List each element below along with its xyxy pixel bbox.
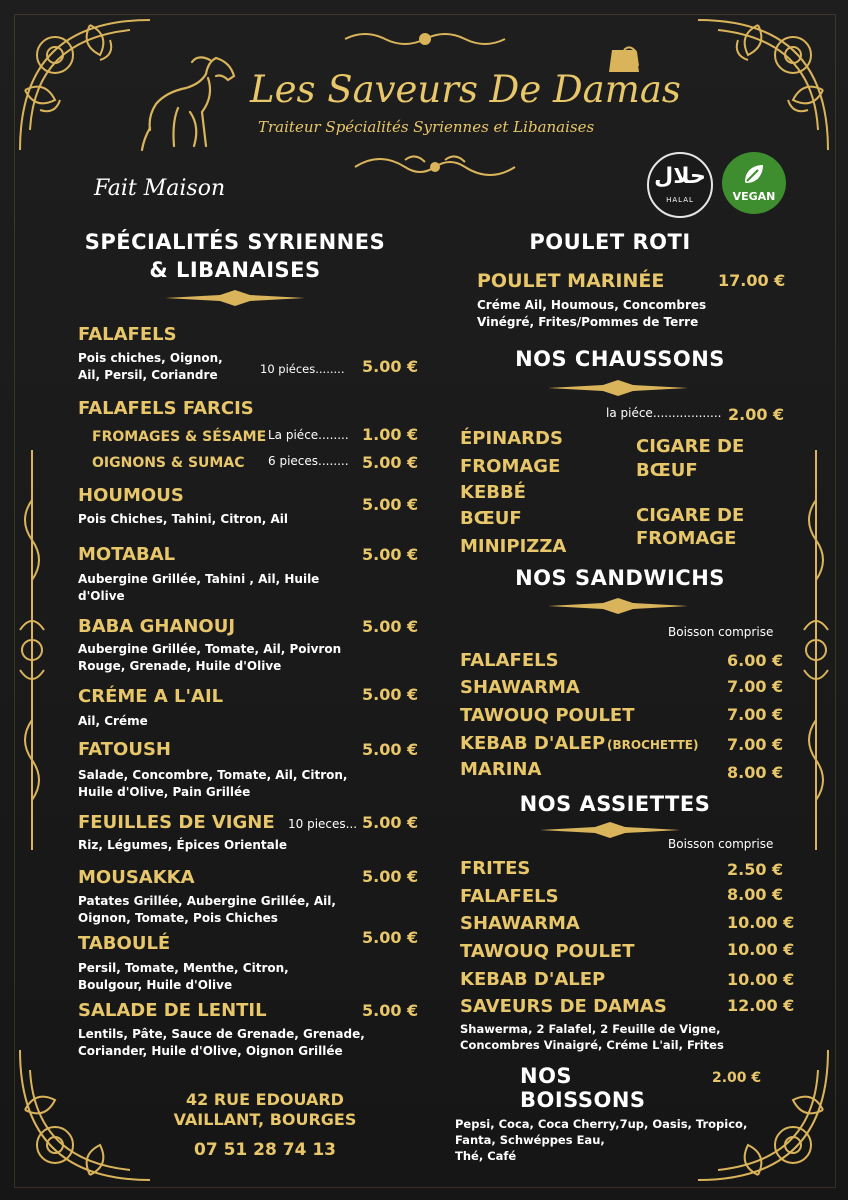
leaf-icon xyxy=(742,162,766,186)
boissons-list-2: Fanta, Schwéppes Eau, xyxy=(455,1133,605,1147)
corner-ornament-top-right xyxy=(688,10,838,160)
item-baba-ghanouj-desc-2: Rouge, Grenade, Huile d'Olive xyxy=(78,659,282,673)
chausson-cigare-boeuf-line2: BŒUF xyxy=(636,460,698,481)
assiette-saveurs-name: SAVEURS DE DAMAS xyxy=(460,996,667,1017)
assiette-kebab-name: KEBAB D'ALEP xyxy=(460,969,606,990)
assiettes-divider xyxy=(540,822,680,838)
halal-arabic-text: حلال xyxy=(654,164,706,189)
sub-fromages-sesame-price: 1.00 € xyxy=(362,425,419,444)
boissons-list-1: Pepsi, Coca, Coca Cherry,7up, Oasis, Tropico, xyxy=(455,1117,748,1131)
item-baba-ghanouj-price: 5.00 € xyxy=(362,617,419,636)
chausson-minipizza: MINIPIZZA xyxy=(460,536,567,557)
top-flourish xyxy=(340,28,510,50)
chaussons-price: 2.00 € xyxy=(728,405,785,424)
chaussons-title: NOS CHAUSSONS xyxy=(515,347,725,371)
item-creme-ail-desc: Ail, Créme xyxy=(78,714,148,728)
sub-fromages-sesame-qty: La piéce........ xyxy=(268,428,349,442)
item-salade-lentil-desc-1: Lentils, Pâte, Sauce de Grenade, Grenade, xyxy=(78,1027,365,1041)
chausson-cigare-fromage-line2: FROMAGE xyxy=(636,528,737,549)
assiette-shawarma-name: SHAWARMA xyxy=(460,913,580,934)
vegan-label: VEGAN xyxy=(732,190,776,203)
item-poulet-marinee-desc-2: Vinégré, Frites/Pommes de Terre xyxy=(477,315,699,329)
horse-logo-icon xyxy=(138,48,248,160)
assiette-kebab-price: 10.00 € xyxy=(727,970,795,989)
chausson-epinards: ÉPINARDS xyxy=(460,428,563,449)
item-houmous-price: 5.00 € xyxy=(362,495,419,514)
address-line-2: VAILLANT, BOURGES xyxy=(173,1110,357,1129)
item-poulet-marinee-desc-1: Créme Ail, Houmous, Concombres xyxy=(477,298,707,312)
item-feuilles-vigne-qty: 10 pieces... xyxy=(288,817,358,831)
chaussons-divider xyxy=(548,380,688,396)
sub-fromages-sesame-name: FROMAGES & SÉSAME xyxy=(92,429,267,445)
assiette-tawouq-price: 10.00 € xyxy=(727,940,795,959)
left-section-title-line1: SPÉCIALITÉS SYRIENNES xyxy=(84,230,386,254)
item-mousakka-name: MOUSAKKA xyxy=(78,867,195,888)
sandwich-kebab-extra: (BROCHETTE) xyxy=(607,738,699,752)
item-falafels-qty: 10 piéces........ xyxy=(260,362,345,376)
assiette-frites-name: FRITES xyxy=(460,858,531,879)
item-poulet-marinee-price: 17.00 € xyxy=(718,271,786,290)
assiette-frites-price: 2.50 € xyxy=(727,860,784,879)
chausson-kebbe: KEBBÉ xyxy=(460,482,526,503)
item-mousakka-desc-2: Oignon, Tomate, Pois Chiches xyxy=(78,911,278,925)
assiette-saveurs-price: 12.00 € xyxy=(727,996,795,1015)
brand-title: Les Saveurs De Damas xyxy=(250,68,681,111)
corner-ornament-bottom-right xyxy=(688,1040,838,1190)
brand-tagline: Traiteur Spécialités Syriennes et Libanaises xyxy=(258,118,595,136)
halal-label: HALAL xyxy=(666,196,694,204)
assiette-saveurs-desc-2: Concombres Vinaigré, Créme L'ail, Frites xyxy=(460,1038,724,1052)
item-salade-lentil-desc-2: Coriander, Huile d'Olive, Oignon Grillée xyxy=(78,1044,343,1058)
item-poulet-marinee-name: POULET MARINÉE xyxy=(477,270,665,292)
boissons-list-3: Thé, Café xyxy=(455,1149,517,1163)
left-section-title-line2: & LIBANAISES xyxy=(149,258,321,282)
item-mousakka-price: 5.00 € xyxy=(362,867,419,886)
assiettes-title: NOS ASSIETTES xyxy=(519,792,711,816)
side-ornament-right xyxy=(798,440,834,860)
sandwichs-divider xyxy=(548,598,688,614)
sandwichs-note: Boisson comprise xyxy=(668,625,774,639)
item-motabal-name: MOTABAL xyxy=(78,544,176,565)
fait-maison-label: Fait Maison xyxy=(94,176,226,201)
item-falafels-name: FALAFELS xyxy=(78,324,177,345)
poulet-roti-title: POULET ROTI xyxy=(529,230,691,254)
sandwich-falafels-price: 6.00 € xyxy=(727,651,784,670)
tagline-flourish xyxy=(345,152,525,182)
phone-number: 07 51 28 74 13 xyxy=(194,1140,336,1160)
item-taboule-desc-2: Boulgour, Huile d'Olive xyxy=(78,978,233,992)
sandwich-tawouq-price: 7.00 € xyxy=(727,705,784,724)
item-creme-ail-name: CRÉME A L'AIL xyxy=(78,686,224,707)
item-taboule-desc-1: Persil, Tomate, Menthe, Citron, xyxy=(78,961,289,975)
item-houmous-name: HOUMOUS xyxy=(78,485,184,506)
item-taboule-price: 5.00 € xyxy=(362,928,419,947)
item-motabal-desc-2: d'Olive xyxy=(78,589,125,603)
vegan-badge xyxy=(722,152,786,214)
sandwich-tawouq-name: TAWOUQ POULET xyxy=(460,705,635,726)
sub-oignons-sumac-price: 5.00 € xyxy=(362,453,419,472)
sandwich-shawarma-price: 7.00 € xyxy=(727,677,784,696)
item-baba-ghanouj-desc-1: Aubergine Grillée, Tomate, Ail, Poivron xyxy=(78,642,342,656)
sub-oignons-sumac-qty: 6 pieces........ xyxy=(268,454,349,468)
item-falafels-desc-1: Pois chiches, Oignon, xyxy=(78,351,223,365)
item-salade-lentil-name: SALADE DE LENTIL xyxy=(78,1000,267,1021)
item-feuilles-vigne-desc: Riz, Légumes, Épices Orientale xyxy=(78,838,287,852)
chausson-cigare-boeuf-line1: CIGARE DE xyxy=(636,436,745,457)
boissons-price: 2.00 € xyxy=(712,1070,762,1086)
item-salade-lentil-price: 5.00 € xyxy=(362,1001,419,1020)
assiette-falafels-name: FALAFELS xyxy=(460,886,559,907)
item-fatoush-desc-2: Huile d'Olive, Pain Grillée xyxy=(78,785,251,799)
item-taboule-name: TABOULÉ xyxy=(78,933,171,954)
sandwich-kebab-price: 7.00 € xyxy=(727,735,784,754)
assiette-falafels-price: 8.00 € xyxy=(727,885,784,904)
item-falafels-price: 5.00 € xyxy=(362,357,419,376)
sandwich-marina-name: MARINA xyxy=(460,759,542,780)
corner-ornament-bottom-left xyxy=(10,1040,160,1190)
item-motabal-desc-1: Aubergine Grillée, Tahini , Ail, Huile xyxy=(78,572,320,586)
sandwich-shawarma-name: SHAWARMA xyxy=(460,677,580,698)
item-mousakka-desc-1: Patates Grillée, Aubergine Grillée, Ail, xyxy=(78,894,336,908)
halal-badge xyxy=(647,152,713,218)
item-motabal-price: 5.00 € xyxy=(362,545,419,564)
address-line-1: 42 RUE EDOUARD xyxy=(186,1090,344,1109)
sub-oignons-sumac-name: OIGNONS & SUMAC xyxy=(92,455,245,471)
item-feuilles-vigne-price: 5.00 € xyxy=(362,813,419,832)
item-feuilles-vigne-name: FEUILLES DE VIGNE xyxy=(78,812,275,833)
chausson-boeuf: BŒUF xyxy=(460,508,522,529)
assiette-saveurs-desc-1: Shawerma, 2 Falafel, 2 Feuille de Vigne, xyxy=(460,1022,721,1036)
item-fatoush-price: 5.00 € xyxy=(362,740,419,759)
assiette-tawouq-name: TAWOUQ POULET xyxy=(460,941,635,962)
chausson-cigare-fromage-line1: CIGARE DE xyxy=(636,505,745,526)
assiette-shawarma-price: 10.00 € xyxy=(727,913,795,932)
sandwichs-title: NOS SANDWICHS xyxy=(515,566,725,590)
item-fatoush-name: FATOUSH xyxy=(78,739,171,760)
sandwich-kebab-name: KEBAB D'ALEP xyxy=(460,733,606,754)
item-creme-ail-price: 5.00 € xyxy=(362,685,419,704)
boissons-title: NOS BOISSONS xyxy=(520,1064,646,1112)
item-falafels-farcis-name: FALAFELS FARCIS xyxy=(78,398,254,419)
sandwich-falafels-name: FALAFELS xyxy=(460,650,559,671)
assiettes-note: Boisson comprise xyxy=(668,837,774,851)
sandwich-marina-price: 8.00 € xyxy=(727,763,784,782)
item-fatoush-desc-1: Salade, Concombre, Tomate, Ail, Citron, xyxy=(78,768,348,782)
item-baba-ghanouj-name: BABA GHANOUJ xyxy=(78,616,236,637)
item-houmous-desc: Pois Chiches, Tahini, Citron, Ail xyxy=(78,512,289,526)
side-ornament-left xyxy=(14,440,50,860)
chausson-fromage: FROMAGE xyxy=(460,456,561,477)
left-section-divider xyxy=(165,290,305,306)
chaussons-qty: la piéce.................. xyxy=(606,406,722,420)
item-falafels-desc-2: Ail, Persil, Coriandre xyxy=(78,368,218,382)
